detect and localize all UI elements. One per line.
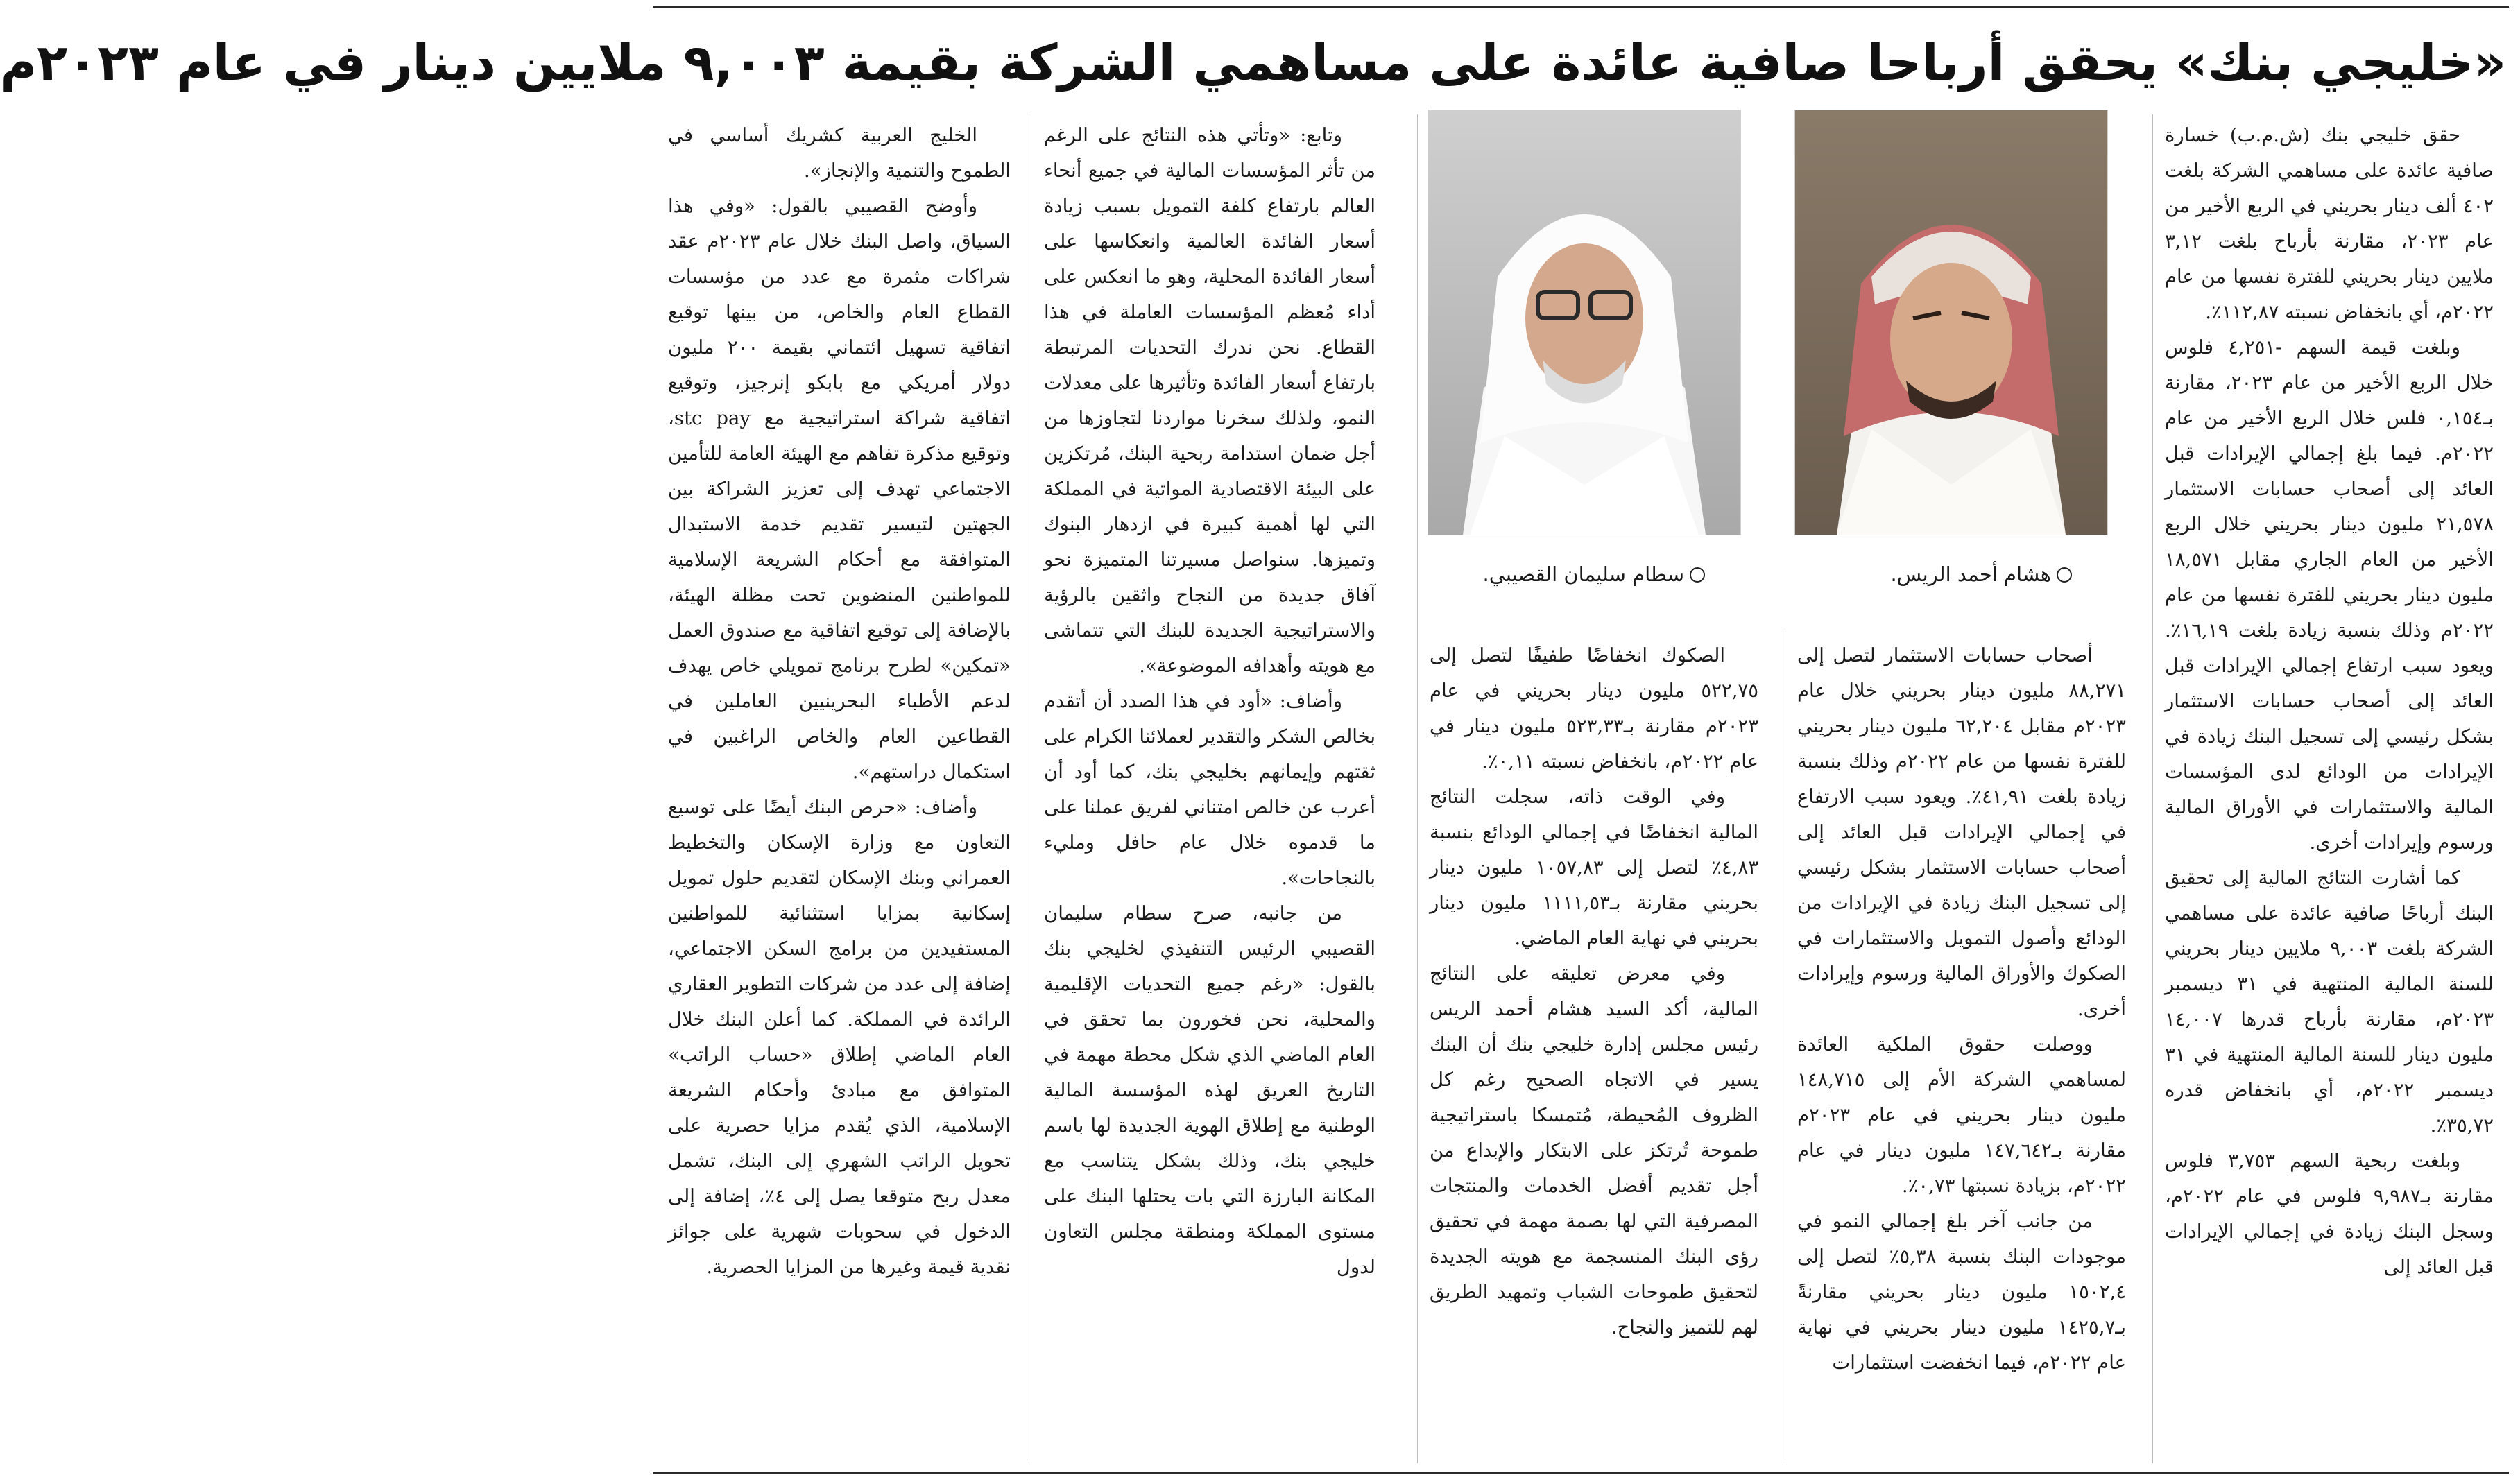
caption-text: هشام أحمد الريس. (1890, 562, 2051, 586)
column-divider (1417, 114, 1418, 1463)
article-column-2 (1797, 638, 2126, 1467)
photo-hesham-alrayes (1794, 110, 2108, 535)
photo-caption-1 (1794, 555, 2072, 594)
circle-bullet-icon (1690, 567, 1705, 583)
paragraph: وأضاف: «أود في هذا الصدد أن أتقدم بخالص الشكر والتقدير لعملائنا الكرام على ثقتهم وإيمانهم بخليجي بنك، كما أود أن أعرب عن خالص امتناني لفريق عملنا على ما قدموه خلال عام حافل ومليء بالنجاحات». (1044, 690, 1375, 889)
article-column-1 (2165, 118, 2494, 1467)
paragraph: ووصلت حقوق الملكية العائدة لمساهمي الشركة الأم إلى ١٤٨,٧١٥ مليون دينار بحريني في عام ٢٠٢٣م مقارنة بـ١٤٧,٦٤٢ مليون دينار في عام ٢٠٢٢م، بزيادة نسبتها ٠,٧٣٪. (1797, 1033, 2126, 1197)
column-divider (2152, 114, 2153, 1463)
paragraph: وبلغت ربحية السهم ٣,٧٥٣ فلوس مقارنة بـ٩,٩٨٧ فلوس في عام ٢٠٢٢م، وسجل البنك زيادة في إجمالي الإيرادات قبل العائد إلى (2165, 1150, 2494, 1278)
paragraph: أصحاب حسابات الاستثمار لتصل إلى ٨٨,٢٧١ مليون دينار بحريني خلال عام ٢٠٢٣م مقابل ٦٢,٢٠٤ مليون دينار بحريني للفترة نفسها من عام ٢٠٢٢م وذلك بنسبة زيادة بلغت ٤١,٩١٪. ويعود سبب الارتفاع في إجمالي الإيرادات قبل العائد إلى أصحاب حسابات الاستثمار بشكل رئيسي إلى تسجيل البنك زيادة في الإيرادات من الودائع وأصول التمويل والاستثمارات في الصكوك والأوراق المالية ورسوم وإيرادات أخرى. (1797, 644, 2126, 1020)
paragraph: وبلغت قيمة السهم -٤,٢٥١ فلوس خلال الربع الأخير من عام ٢٠٢٣، مقارنة بـ٠,١٥٤ فلس خلال الربع الأخير من عام ٢٠٢٢م. فيما بلغ إجمالي الإيرادات قبل العائد إلى أصحاب حسابات الاستثمار ٢١,٥٧٨ مليون دينار بحريني خلال الربع الأخير من العام الجاري مقابل ١٨,٥٧١ مليون دينار بحريني للفترة نفسها من عام ٢٠٢٢م وذلك بنسبة زيادة بلغت ١٦,١٩٪. ويعود سبب ارتفاع إجمالي الإيرادات قبل العائد إلى أصحاب حسابات الاستثمار بشكل رئيسي إلى تسجيل البنك زيادة في الإيرادات من الودائع لدى المؤسسات المالية والاستثمارات في الأوراق المالية ورسوم وإيرادات أخرى. (2165, 336, 2494, 854)
article-column-5 (668, 118, 1011, 1467)
paragraph: الصكوك انخفاضًا طفيفًا لتصل إلى ٥٢٢,٧٥ مليون دينار بحريني في عام ٢٠٢٣م مقارنة بـ٥٢٣,٣٣ مليون دينار في عام ٢٠٢٢م، بانخفاض نسبته ٠,١١٪. (1430, 644, 1759, 773)
photo-caption-2 (1428, 555, 1705, 594)
article-column-4 (1044, 118, 1375, 1467)
paragraph: وفي معرض تعليقه على النتائج المالية، أكد السيد هشام أحمد الريس رئيس مجلس إدارة خليجي بنك أن البنك يسير في الاتجاه الصحيح رغم كل الظروف المُحيطة، مُتمسكا باستراتيجية طموحة تُرتكز على الابتكار والإبداع من أجل تقديم أفضل الخدمات والمنتجات المصرفية التي لها بصمة مهمة في تحقيق رؤى البنك المنسجمة مع هويته الجديدة لتحقيق طموحات الشباب وتمهيد الطريق لهم للتميز والنجاح. (1430, 963, 1758, 1338)
paragraph: من جانبه، صرح سطام سليمان القصيبي الرئيس التنفيذي لخليجي بنك بالقول: «رغم جميع التحديات الإقليمية والمحلية، نحن فخورون بما تحقق في العام الماضي الذي شكل محطة مهمة في التاريخ العريق لهذه المؤسسة المالية الوطنية مع إطلاق الهوية الجديدة لها باسم خليجي بنك، وذلك بشكل يتناسب مع المكانة البارزة التي بات يحتلها البنك على مستوى المملكة ومنطقة مجلس التعاون لدول (1044, 902, 1375, 1278)
paragraph: من جانب آخر بلغ إجمالي النمو في موجودات البنك بنسبة ٥,٣٨٪ لتصل إلى ١٥٠٢,٤ مليون دينار بحريني مقارنةً بـ١٤٢٥,٧ مليون دينار بحريني في نهاية عام ٢٠٢٢م، فيما انخفضت استثمارات (1797, 1210, 2127, 1374)
paragraph: الخليج العربية كشريك أساسي في الطموح والتنمية والإنجاز». (668, 124, 1011, 182)
paragraph: وأوضح القصيبي بالقول: «وفي هذا السياق، واصل البنك خلال عام ٢٠٢٣م عقد شراكات مثمرة مع عدد من مؤسسات القطاع العام والخاص، من بينها توقيع اتفاقية تسهيل ائتماني بقيمة ٢٠٠ مليون دولار أمريكي مع بابكو إنرجيز، وتوقيع اتفاقية شراكة استراتيجية مع stc pay، وتوقيع مذكرة تفاهم مع الهيئة العامة للتأمين الاجتماعي تهدف إلى تعزيز الشراكة بين الجهتين لتيسير تقديم خدمة الاستبدال المتوافقة مع أحكام الشريعة الإسلامية للمواطنين المنضوين تحت مظلة الهيئة، بالإضافة إلى توقيع اتفاقية مع صندوق العمل «تمكين» لطرح برنامج تمويلي خاص يهدف لدعم الأطباء البحرينيين العاملين في القطاعين العام والخاص الراغبين في استكمال دراستهم». (668, 195, 1011, 783)
caption-text: سطام سليمان القصيبي. (1482, 562, 1684, 586)
paragraph: حقق خليجي بنك (ش.م.ب) خسارة صافية عائدة على مساهمي الشركة بلغت ٤٠٢ ألف دينار بحريني في الربع الأخير من عام ٢٠٢٣، مقارنة بأرباح بلغت ٣,١٢ ملايين دينار بحريني للفترة نفسها من عام ٢٠٢٢م، أي بانخفاض نسبته ١١٢,٨٧٪. (2165, 124, 2494, 323)
top-rule (653, 6, 2509, 8)
paragraph: وأضاف: «حرص البنك أيضًا على توسيع التعاون مع وزارة الإسكان والتخطيط العمراني وبنك الإسكان لتقديم حلول تمويل إسكانية بمزايا استثنائية للمواطنين المستفيدين من برامج السكن الاجتماعي، إضافة إلى عدد من شركات التطوير العقاري الرائدة في المملكة. كما أعلن البنك خلال العام الماضي إطلاق «حساب الراتب» المتوافق مع مبادئ وأحكام الشريعة الإسلامية، الذي يُقدم مزايا حصرية على تحويل الراتب الشهري إلى البنك، تشمل معدل ربح متوقعا يصل إلى ٤٪، إضافة إلى الدخول في سحوبات شهرية على جوائز نقدية قيمة وغيرها من المزايا الحصرية. (668, 796, 1011, 1278)
photo-sattam-algosaibi (1428, 110, 1741, 535)
circle-bullet-icon (2057, 567, 2072, 583)
headline: «خليجي بنك» يحقق أرباحا صافية عائدة على مساهمي الشركة بقيمة ٩,٠٠٣ ملايين دينار في عام ٢٠٢٣م (0, 33, 2506, 92)
paragraph: وفي الوقت ذاته، سجلت النتائج المالية انخفاضًا في إجمالي الودائع بنسبة ٤,٨٣٪ لتصل إلى ١٠٥٧,٨٣ مليون دينار بحريني مقارنة بـ١١١١,٥٣ مليون دينار بحريني في نهاية العام الماضي. (1430, 786, 1758, 949)
paragraph: كما أشارت النتائج المالية إلى تحقيق البنك أرباحًا صافية عائدة على مساهمي الشركة بلغت ٩,٠٠٣ ملايين دينار بحريني للسنة المالية المنتهية في ٣١ ديسمبر ٢٠٢٣م، مقارنة بأرباح قدرها ١٤,٠٠٧ مليون دينار للسنة المالية المنتهية في ٣١ ديسمبر ٢٠٢٢م، أي بانخفاض قدره ٣٥,٧٢٪. (2165, 867, 2494, 1137)
paragraph: وتابع: «وتأتي هذه النتائج على الرغم من تأثر المؤسسات المالية في جميع أنحاء العالم بارتفاع كلفة التمويل بسبب زيادة أسعار الفائدة العالمية وانعكاسها على أسعار الفائدة المحلية، وهو ما انعكس على أداء مُعظم المؤسسات العاملة في هذا القطاع. نحن ندرك التحديات المرتبطة بارتفاع أسعار الفائدة وتأثيرها على معدلات النمو، ولذلك سخرنا مواردنا لتجاوزها من أجل ضمان استدامة ربحية البنك، مُرتكزين على البيئة الاقتصادية المواتية في المملكة التي لها أهمية كبيرة في ازدهار البنوك وتميزها. سنواصل مسيرتنا المتميزة نحو آفاق جديدة من النجاح واثقين بالرؤية والاستراتيجية الجديدة للبنك التي تتماشى مع هويته وأهدافه الموضوعة». (1044, 124, 1375, 677)
article-column-3 (1430, 638, 1758, 1467)
bottom-rule (653, 1472, 2509, 1474)
